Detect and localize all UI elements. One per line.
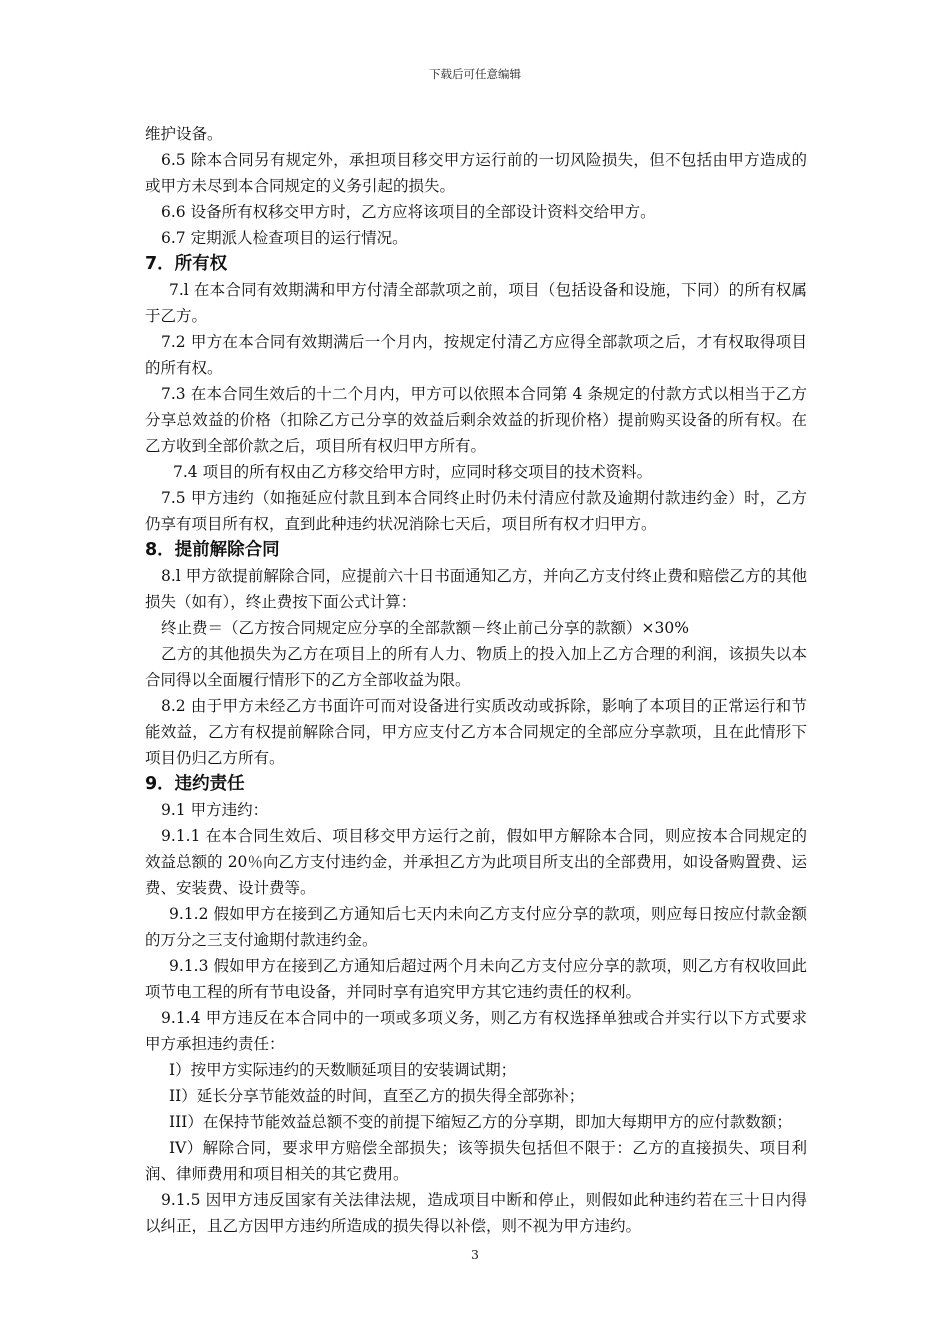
list-item: I）按甲方实际违约的天数顺延项目的安装调试期；: [169, 1061, 517, 1079]
paragraph: 维护设备。: [145, 125, 223, 143]
clause-7-2: 7.2 甲方在本合同有效期满后一个月内，按规定付清乙方应得全部款项之后，才有权取得项目的所有权。: [145, 333, 807, 377]
clause-9-1-1: 9.1.1 在本合同生效后、项目移交甲方运行之前，假如甲方解除本合同，则应按本合同规定的效益总额的 20％向乙方支付违约金，并承担乙方为此项目所支出的全部费用，如设备购置费、运费、安装费、设计费等。: [145, 827, 807, 897]
list-item: II）延长分享节能效益的时间，直至乙方的损失得全部弥补；: [169, 1087, 585, 1105]
list-item: IV）解除合同，要求甲方赔偿全部损失；该等损失包括但不限于：乙方的直接损失、项目利润、律师费用和项目相关的其它费用。: [145, 1139, 807, 1183]
clause-7-3: 7.3 在本合同生效后的十二个月内，甲方可以依照本合同第 4 条规定的付款方式以相当于乙方分享总效益的价格（扣除乙方己分享的效益后剩余效益的折现价格）提前购买设备的所有权。在乙方收到全部价款之后，项目所有权归甲方所有。: [145, 385, 807, 455]
clause-9-1-3: 9.1.3 假如甲方在接到乙方通知后超过两个月未向乙方支付应分享的款项，则乙方有权收回此项节电工程的所有节电设备，并同时享有追究甲方其它违约责任的权利。: [145, 957, 807, 1001]
clause-9-1-5: 9.1.5 因甲方违反国家有关法律法规，造成项目中断和停止，则假如此种违约若在三十日内得以纠正，且乙方因甲方违约所造成的损失得以补偿，则不视为甲方违约。: [145, 1191, 807, 1235]
list-item: III）在保持节能效益总额不变的前提下缩短乙方的分享期，即加大每期甲方的应付款数额；: [169, 1113, 792, 1131]
document-body: [145, 121, 807, 1239]
clause-9-1: 9.1 甲方违约：: [161, 801, 269, 819]
section-heading-7: 7．所有权: [145, 254, 228, 274]
section-heading-9: 9．违约责任: [145, 774, 245, 794]
paragraph: 乙方的其他损失为乙方在项目上的所有人力、物质上的投入加上乙方合理的利润，该损失以本合同得以全面履行情形下的乙方全部收益为限。: [145, 645, 807, 689]
clause-7-4: 7.4 项目的所有权由乙方移交给甲方时，应同时移交项目的技术资料。: [173, 463, 653, 481]
clause-6-5: 6.5 除本合同另有规定外，承担项目移交甲方运行前的一切风险损失，但不包括由甲方造成的或甲方未尽到本合同规定的义务引起的损失。: [145, 151, 807, 195]
clause-6-6: 6.6 设备所有权移交甲方时，乙方应将该项目的全部设计资料交给甲方。: [161, 203, 656, 221]
clause-7-1: 7.l 在本合同有效期满和甲方付清全部款项之前，项目（包括设备和设施，下同）的所有权属于乙方。: [145, 281, 807, 325]
clause-9-1-2: 9.1.2 假如甲方在接到乙方通知后七天内未向乙方支付应分享的款项，则应每日按应付款金额的万分之三支付逾期付款违约金。: [145, 905, 807, 949]
section-heading-8: 8．提前解除合同: [145, 540, 280, 560]
clause-9-1-4: 9.1.4 甲方违反在本合同中的一项或多项义务，则乙方有权选择单独或合并实行以下方式要求甲方承担违约责任：: [145, 1009, 807, 1053]
page-number: 3: [471, 1247, 479, 1262]
clause-6-7: 6.7 定期派人检查项目的运行情况。: [161, 229, 408, 247]
clause-7-5: 7.5 甲方违约（如拖延应付款且到本合同终止时仍未付清应付款及逾期付款违约金）时，乙方仍享有项目所有权，直到此种违约状况消除七天后，项目所有权才归甲方。: [145, 489, 807, 533]
clause-8-1: 8.l 甲方欲提前解除合同，应提前六十日书面通知乙方，并向乙方支付终止费和赔偿乙方的其他损失（如有），终止费按下面公式计算：: [145, 567, 807, 611]
formula-line: 终止费＝（乙方按合同规定应分享的全部款额－终止前己分享的款额）×30%: [161, 619, 689, 637]
page-header: 下载后可任意编辑: [429, 67, 521, 81]
clause-8-2: 8.2 由于甲方未经乙方书面许可而对设备进行实质改动或拆除，影响了本项目的正常运行和节能效益，乙方有权提前解除合同，甲方应支付乙方本合同规定的全部应分享款项，且在此情形下项目仍归乙方所有。: [145, 697, 807, 767]
